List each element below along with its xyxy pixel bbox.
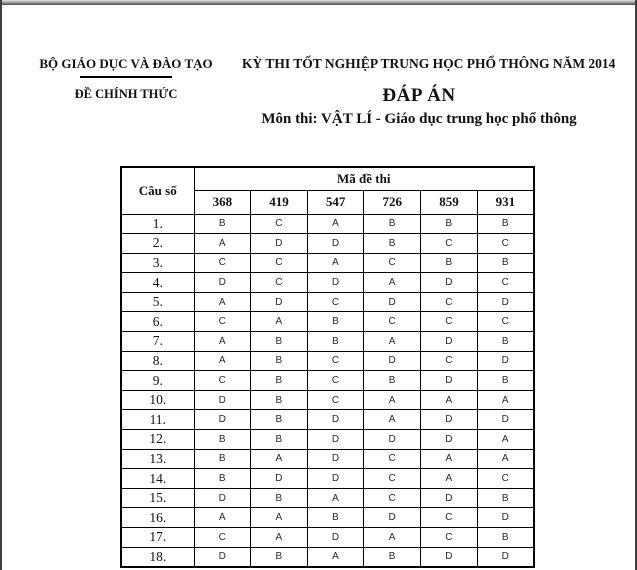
table-row: [121, 253, 534, 273]
question-number: 5.: [121, 292, 194, 312]
question-number: 4.: [121, 273, 194, 293]
answer-cell: B: [251, 547, 308, 567]
answer-cell: A: [364, 528, 421, 548]
answer-cell: D: [194, 273, 251, 293]
answer-cell: C: [307, 351, 364, 371]
table-row: [121, 469, 534, 489]
answer-cell: A: [194, 508, 251, 528]
question-number: 1.: [121, 214, 194, 234]
answer-cell: A: [307, 214, 364, 234]
answer-cell: C: [421, 312, 478, 332]
answer-cell: D: [477, 547, 534, 567]
answer-cell: B: [421, 214, 478, 234]
answer-cell: B: [194, 449, 251, 469]
answer-cell: A: [307, 253, 364, 273]
answer-cell: B: [477, 488, 534, 508]
answer-cell: D: [307, 469, 364, 489]
exam-code-header: 859: [421, 190, 478, 214]
answer-cell: B: [307, 312, 364, 332]
exam-code-header: 547: [307, 190, 364, 214]
answer-cell: A: [477, 449, 534, 469]
answer-cell: D: [307, 528, 364, 548]
answer-cell: B: [251, 410, 308, 430]
answer-cell: D: [421, 430, 478, 450]
answer-cell: B: [251, 332, 308, 352]
question-number: 9.: [121, 371, 194, 391]
question-number: 13.: [121, 449, 194, 469]
table-row: [121, 390, 534, 410]
answer-cell: D: [307, 234, 364, 254]
answer-cell: C: [477, 312, 534, 332]
answer-cell: D: [307, 449, 364, 469]
table-row: [121, 508, 534, 528]
answer-cell: C: [194, 253, 251, 273]
table-row: [121, 234, 534, 254]
table-row: [121, 488, 534, 508]
question-number: 3.: [121, 253, 194, 273]
answer-cell: C: [421, 528, 478, 548]
answer-key-title: ĐÁP ÁN: [382, 85, 456, 106]
table-row: [121, 528, 534, 548]
answer-cell: A: [421, 469, 478, 489]
answer-cell: B: [194, 430, 251, 450]
answer-cell: D: [364, 351, 421, 371]
answer-cell: D: [477, 508, 534, 528]
answer-cell: A: [477, 390, 534, 410]
answer-cell: D: [307, 273, 364, 293]
official-exam-label: ĐỀ CHÍNH THỨC: [74, 87, 178, 101]
answer-table-body: [121, 214, 534, 567]
answer-cell: B: [307, 508, 364, 528]
answer-cell: D: [421, 371, 478, 391]
answer-cell: A: [364, 273, 421, 293]
answer-cell: C: [251, 253, 308, 273]
answer-cell: A: [194, 351, 251, 371]
table-row: [121, 371, 534, 391]
answer-cell: A: [194, 234, 251, 254]
answer-cell: D: [421, 547, 478, 567]
question-number: 6.: [121, 312, 194, 332]
exam-code-header: 419: [251, 190, 308, 214]
header-right-block: [242, 56, 616, 128]
answer-cell: A: [364, 410, 421, 430]
answer-cell: D: [194, 390, 251, 410]
answer-cell: D: [364, 430, 421, 450]
exam-code-header: 368: [194, 190, 251, 214]
answer-cell: D: [364, 508, 421, 528]
answer-cell: C: [364, 469, 421, 489]
answer-cell: D: [194, 410, 251, 430]
answer-cell: B: [477, 528, 534, 548]
answer-cell: A: [194, 332, 251, 352]
answer-cell: B: [477, 371, 534, 391]
answer-cell: C: [421, 508, 478, 528]
answer-cell: C: [194, 528, 251, 548]
answer-cell: A: [251, 528, 308, 548]
window-top-edge: [0, 0, 637, 5]
question-number: 12.: [121, 430, 194, 450]
table-row: [121, 547, 534, 567]
answer-cell: C: [477, 273, 534, 293]
question-number: 7.: [121, 332, 194, 352]
table-row: [121, 292, 534, 312]
answer-cell: C: [364, 449, 421, 469]
answer-cell: C: [251, 214, 308, 234]
question-number: 15.: [121, 488, 194, 508]
answer-cell: D: [251, 469, 308, 489]
answer-cell: A: [364, 390, 421, 410]
table-row: [121, 312, 534, 332]
answer-cell: C: [307, 371, 364, 391]
answer-cell: D: [421, 273, 478, 293]
exam-code-header: 726: [364, 190, 421, 214]
answer-cell: B: [364, 234, 421, 254]
answer-cell: A: [251, 449, 308, 469]
answer-cell: D: [477, 410, 534, 430]
answer-cell: D: [477, 292, 534, 312]
ministry-underline: [80, 76, 172, 78]
question-number: 10.: [121, 390, 194, 410]
question-number: 8.: [121, 351, 194, 371]
answer-cell: C: [251, 273, 308, 293]
answer-cell: B: [477, 253, 534, 273]
answer-cell: D: [194, 547, 251, 567]
answer-cell: D: [421, 410, 478, 430]
answer-cell: B: [251, 390, 308, 410]
answer-cell: B: [364, 214, 421, 234]
table-row: [121, 351, 534, 371]
table-row: [121, 430, 534, 450]
question-number: 17.: [121, 528, 194, 548]
answer-cell: B: [477, 214, 534, 234]
answer-cell: B: [251, 351, 308, 371]
answer-cell: C: [421, 292, 478, 312]
answer-cell: C: [364, 312, 421, 332]
answer-cell: B: [194, 469, 251, 489]
answer-cell: A: [307, 488, 364, 508]
answer-cell: A: [421, 449, 478, 469]
answer-cell: C: [307, 390, 364, 410]
table-row: [121, 449, 534, 469]
answer-cell: A: [251, 508, 308, 528]
answer-cell: C: [477, 469, 534, 489]
answer-cell: D: [421, 332, 478, 352]
answer-cell: B: [251, 371, 308, 391]
answer-cell: C: [194, 312, 251, 332]
question-number: 18.: [121, 547, 194, 567]
exam-code-header: 931: [477, 190, 534, 214]
question-number: 14.: [121, 469, 194, 489]
answer-cell: D: [421, 488, 478, 508]
answer-cell: A: [421, 390, 478, 410]
ministry-name: BỘ GIÁO DỤC VÀ ĐÀO TẠO: [39, 56, 213, 71]
question-number: 2.: [121, 234, 194, 254]
answer-cell: D: [251, 292, 308, 312]
answer-cell: C: [421, 234, 478, 254]
answer-cell: D: [251, 234, 308, 254]
answer-cell: B: [307, 332, 364, 352]
answer-cell: B: [364, 371, 421, 391]
question-column-header: Câu số: [121, 167, 194, 214]
answer-cell: A: [307, 547, 364, 567]
answer-cell: D: [307, 430, 364, 450]
answer-cell: D: [477, 351, 534, 371]
answer-cell: C: [307, 292, 364, 312]
question-number: 16.: [121, 508, 194, 528]
answer-cell: D: [194, 488, 251, 508]
answer-cell: B: [364, 547, 421, 567]
answer-cell: A: [194, 292, 251, 312]
table-row: [121, 410, 534, 430]
question-number: 11.: [121, 410, 194, 430]
answer-cell: C: [364, 253, 421, 273]
table-row: [121, 214, 534, 234]
answer-cell: D: [364, 292, 421, 312]
answer-cell: A: [364, 332, 421, 352]
answer-cell: C: [477, 234, 534, 254]
answer-cell: B: [251, 430, 308, 450]
answer-cell: B: [477, 332, 534, 352]
table-row: [121, 332, 534, 352]
answer-cell: B: [251, 488, 308, 508]
header-left-block: [28, 56, 224, 102]
answer-cell: C: [421, 351, 478, 371]
table-row: [121, 273, 534, 293]
answer-cell: C: [364, 488, 421, 508]
answer-cell: B: [421, 253, 478, 273]
exam-title: KỲ THI TỐT NGHIỆP TRUNG HỌC PHỔ THÔNG NĂM 2014: [242, 56, 616, 71]
answer-cell: B: [194, 214, 251, 234]
subject-line: Môn thi: VẬT LÍ - Giáo dục trung học phổ thông: [261, 111, 577, 127]
answer-cell: A: [477, 430, 534, 450]
page-left-edge-line: [0, 0, 2, 570]
answer-cell: C: [194, 371, 251, 391]
answer-cell: D: [307, 410, 364, 430]
exam-code-group-header: Mã đề thi: [194, 167, 534, 190]
answer-cell: A: [251, 312, 308, 332]
answer-key-table: [120, 166, 535, 568]
